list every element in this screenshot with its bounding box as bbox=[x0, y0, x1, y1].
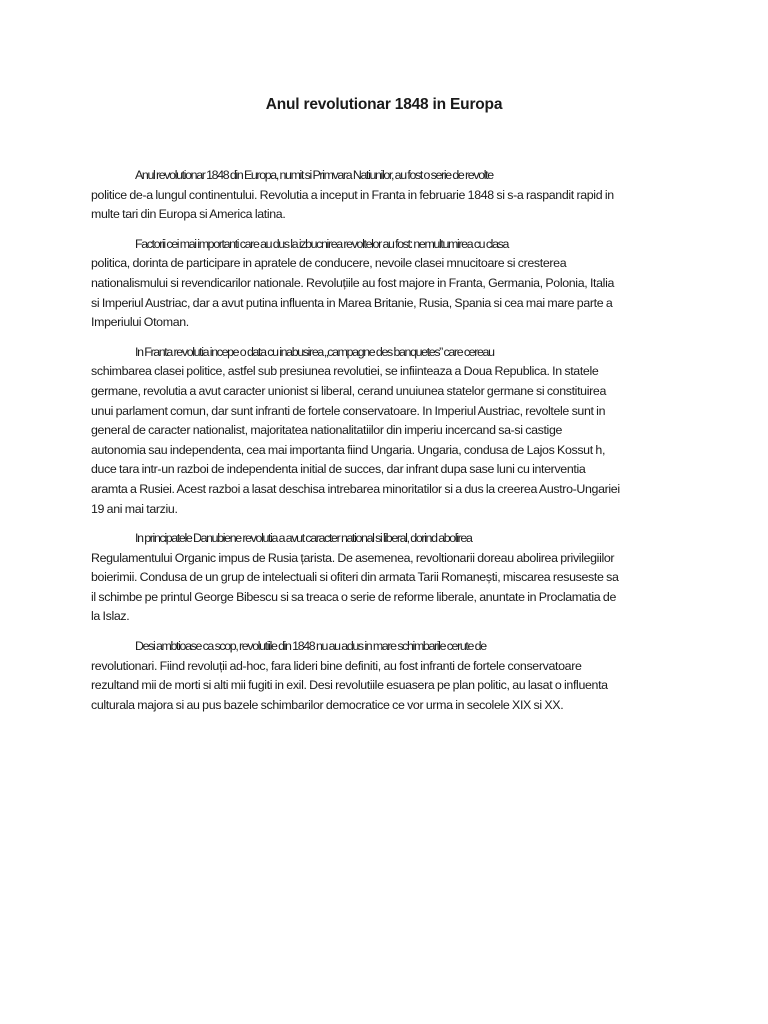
paragraph bbox=[91, 529, 681, 627]
text-line: unui parlament comun, dar sunt infranti de fortele conservatoare. In Imperiul Austriac, revoltele sunt in bbox=[91, 403, 606, 418]
text-line: il schimbe pe printul George Bibescu si sa treaca o serie de reforme liberale, anuntate in Proclamatia de bbox=[91, 589, 617, 604]
document-body bbox=[91, 166, 681, 725]
text-line: revolutionari. Fiind revoluții ad-hoc, fara lideri bine definiti, au fost infranti de fortele conservatoare bbox=[91, 658, 582, 673]
text-line: politice de-a lungul continentului. Revolutia a inceput in Franta in februarie 1848 si s-a raspandit rapid in bbox=[91, 187, 614, 202]
text-line: boierimii. Condusa de un grup de intelectuali si ofiteri din armata Tarii Romanești, miscarea resuseste sa bbox=[91, 570, 619, 585]
text-line: general de caracter nationalist, majoritatea nationalitatiilor din imperiu incercand sa-si castige bbox=[91, 423, 563, 438]
paragraph bbox=[91, 637, 681, 715]
text-line: 19 ani mai tarziu. bbox=[91, 501, 178, 516]
document-title: Anul revolutionar 1848 in Europa bbox=[265, 96, 503, 113]
text-line: Anul revolutionar 1848 din Europa, numit si Primvara Natiunilor, au fost o serie de revolte bbox=[135, 168, 493, 182]
text-line: si Imperiul Austriac, dar a avut putina influenta in Marea Britanie, Rusia, Spania si cea mai mare parte a bbox=[91, 295, 613, 310]
text-line: aramta a Rusiei. Acest razboi a lasat deschisa intrebarea minoritatilor si a dus la creerea Austro-Ungariei bbox=[91, 481, 620, 496]
text-line: Regulamentului Organic impus de Rusia țarista. De asemenea, revoltionarii doreau abolirea privilegiilor bbox=[91, 550, 615, 565]
text-line: rezultand mii de morti si alti mii fugiti in exil. Desi revolutiile esuasera pe plan politic, au lasat o influenta bbox=[91, 678, 608, 693]
text-line: germane, revolutia a avut caracter unionist si liberal, cerand unuiunea statelor germane si constituirea bbox=[91, 383, 606, 398]
text-line: la Islaz. bbox=[91, 609, 130, 624]
text-line: schimbarea clasei politice, astfel sub presiunea revolutiei, se infiinteaza a Doua Republica. In statele bbox=[91, 364, 599, 379]
paragraph bbox=[91, 166, 681, 225]
text-line: autonomia sau independenta, cea mai importanta fiind Ungaria. Ungaria, condusa de Lajos Kossut h, bbox=[91, 442, 606, 457]
paragraph bbox=[91, 235, 681, 333]
text-line: multe tari din Europa si America latina. bbox=[91, 207, 286, 222]
text-line: nationalismului si revendicarilor nationale. Revoluțiile au fost majore in Franta, Germania, Polonia, Italia bbox=[91, 275, 615, 290]
text-line: Factorii cei mai importanti care au dus la izbucnirea revoltelor au fost: nemultumirea cu clasa bbox=[135, 236, 508, 251]
text-line: culturala majora si au pus bazele schimbarilor democratice ce vor urma in secolele XIX si XX. bbox=[91, 697, 564, 712]
text-line: politica, dorinta de participare in apratele de conducere, nevoile clasei mnucitoare si cresterea bbox=[91, 256, 567, 271]
text-line: In Franta revolutia incepe o data cu inabusirea „campagne des banquetes” care cereau bbox=[135, 344, 494, 359]
text-line: In principatele Danubiene revolutia a avut caracter national si liberal, dorind abolirea bbox=[135, 531, 472, 546]
paragraph bbox=[91, 343, 681, 519]
text-line: Imperiului Otoman. bbox=[91, 315, 189, 330]
text-line: duce tara intr-un razboi de independenta initial de succes, dar infrant dupa sase luni cu interventia bbox=[91, 462, 586, 477]
text-line: Desi ambtioase ca scop, revolutiile din 1848 nu au adus in mare schimbarile cerute de bbox=[135, 639, 486, 654]
